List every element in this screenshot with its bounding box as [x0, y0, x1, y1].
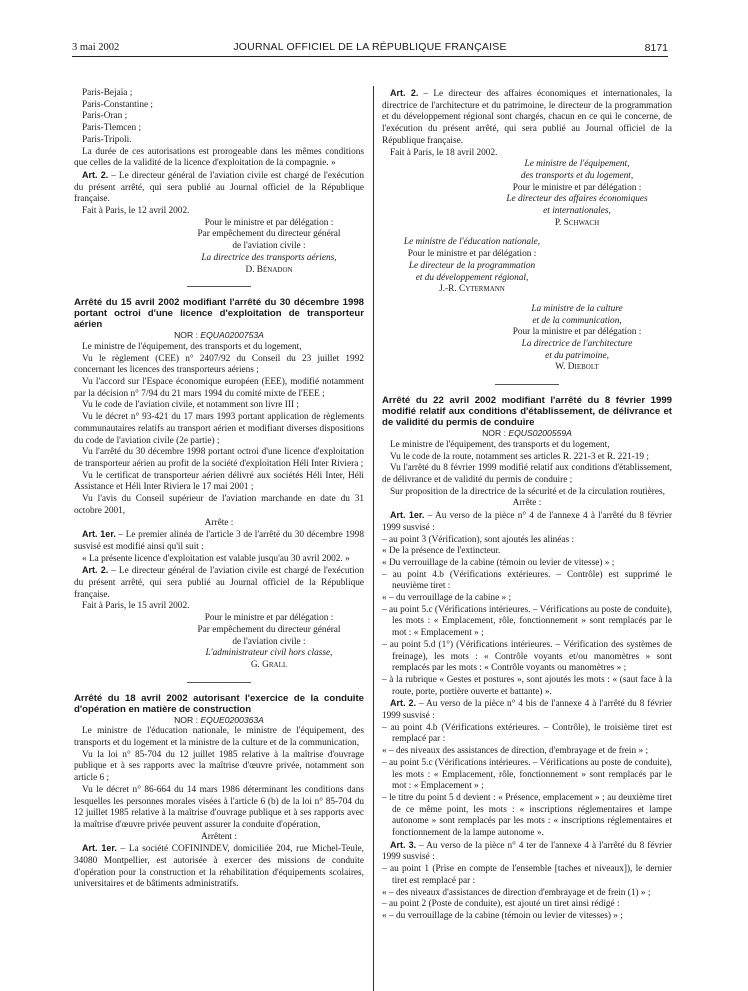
- article-2: [382, 698, 672, 722]
- list-item: – le titre du point 5 d devient : « Présence, emplacement » ; au deuxième tiret de ce même point, les mots : « inscriptions réglementaires et lampe autonome » sont remplacés par les mots : « inscriptions réglementaires et fonctionnement de la lampe autonome ».: [382, 792, 672, 839]
- list-item: – au point 4.b (Vérifications extérieures. – Contrôle), le troisième tiret est remplacé par :: [382, 722, 672, 745]
- visa: Vu le certificat de transporteur aérien délivré aux sociétés Héli Inter, Héli Assistance et Héli Inter Riviera le 17 mai 2001 ;: [74, 470, 364, 493]
- article-text: – Le directeur des affaires économiques et internationales, la directrice de l'architecture et du patrimoine, le directeur de la programmation et du développement régional sont chargés, chacun en ce qui le concerne, de l'exécution du présent arrêté, qui sera publié au Journal officiel de la République française.: [382, 89, 672, 146]
- fait-a-paris: Fait à Paris, le 12 avril 2002.: [82, 206, 190, 217]
- route-item: Paris-Tlemcen ;: [82, 123, 142, 134]
- signature-block: [382, 159, 672, 229]
- visa: Vu l'accord sur l'Espace économique européen (EEE), modifié notamment par la décision n° 7/94 du 21 mars 1994 du comité mixte de l'EEE ;: [74, 377, 364, 399]
- list-item: – au point 1 (Prise en compte de l'ensemble [taches et niveaux]), le dernier tiret est remplacé par :: [382, 864, 672, 886]
- fait-a-paris: Fait à Paris, le 15 avril 2002.: [82, 601, 190, 612]
- article-text: – Au verso de la pièce n° 4 bis de l'annexe 4 à l'arrêté du 8 février 1999 susvisé :: [382, 699, 672, 722]
- article-text: – Au verso de la pièce n° 4 de l'annexe 4 à l'arrêté du 8 février 1999 susvisé :: [382, 511, 672, 533]
- list-item: – au point 3 (Vérification), sont ajoutés les alinéas :: [382, 534, 575, 545]
- article-1: [74, 529, 364, 553]
- article-text: – Le directeur général de l'aviation civile est chargé de l'exécution du présent arrêté, qui sera publié au Journal officiel de la République française.: [74, 170, 364, 205]
- article-text: – Le premier alinéa de l'article 3 de l'arrêté du 30 décembre 1998 susvisé est modifié ainsi qu'il suit :: [74, 530, 364, 552]
- signature-title: Le ministre de l'éducation nationale,: [403, 237, 541, 248]
- article-label: Art. 1er.: [390, 510, 425, 521]
- visa: Vu la loi n° 85-704 du 12 juillet 1985 relative à la maîtrise d'ouvrage publique et à ses rapports avec la maîtrise d'œuvre privée, notamment son article 6 ;: [74, 749, 364, 784]
- list-item: – au point 5.d (1°) (Vérifications intérieures. – Vérification des systèmes de freinage), les mots : « Contrôle voyants et/ou manomètres » sont remplacés par les mots : « Contrôle voyants ou manomètres » ;: [382, 639, 672, 674]
- signature-title: Le directeur de la programmation: [408, 260, 536, 271]
- visa: Vu le décret n° 93-421 du 17 mars 1993 portant application de règlements communautaires relatifs au transport aérien et modifiant diverses dispositions du code de l'aviation civile (2e partie) ;: [74, 412, 364, 446]
- article-1: [74, 843, 364, 891]
- signatory-name: G. Grall: [250, 659, 288, 670]
- signatory-name: W. Diebolt: [555, 362, 599, 373]
- signature-line: Pour le ministre et par délégation :: [512, 182, 642, 193]
- signature-line: Pour la ministre et par délégation :: [512, 327, 642, 338]
- signature-block: [382, 237, 562, 296]
- article-3-items: [382, 864, 672, 923]
- nor-code: EQUS0200559A: [508, 428, 572, 439]
- signatory-name: P. Schwach: [554, 217, 600, 228]
- list-item: – au point 5.c (Vérifications intérieures. – Vérifications au poste de conduite), les mots : « Emplacement, rôle, fonctionnement » sont remplacés par le mot : « Emplacement » ;: [382, 604, 673, 639]
- signature-title: L'administrateur civil hors classe,: [205, 648, 333, 659]
- article-label: Art. 2.: [82, 565, 109, 576]
- article-3: [382, 840, 672, 864]
- signature-block: [382, 304, 672, 374]
- signature-line: de l'aviation civile :: [232, 241, 306, 252]
- signature-title: et du patrimoine,: [545, 350, 609, 361]
- signature-title: Le directeur des affaires économiques: [506, 194, 648, 205]
- visa: Sur proposition de la directrice de la sécurité et de la circulation routières,: [390, 486, 665, 497]
- signature-title: des transports et du logement,: [520, 170, 634, 181]
- article-label: Art. 1er.: [82, 529, 116, 540]
- decree-title: Arrêté du 15 avril 2002 modifiant l'arrêté du 30 décembre 1998 portant octroi d'une licence d'exploitation de transporteur aérien: [74, 297, 364, 331]
- signature-line: Par empêchement du directeur général: [197, 229, 341, 240]
- signature-line: Pour le ministre et par délégation :: [204, 217, 334, 228]
- signature-title: et du développement régional,: [415, 272, 529, 283]
- list-item: – au point 5.c (Vérifications intérieures. – Vérifications au poste de conduite), les mots : « Emplacement, rôle, fonctionnement » sont remplacés par le mot : « Emplacement » ;: [382, 757, 673, 792]
- arrete-heading: Arrête :: [204, 517, 234, 528]
- signature-title: et de la communication,: [532, 315, 622, 326]
- column-divider: [373, 86, 374, 991]
- nor-label: NOR :: [174, 714, 198, 725]
- list-item: « – des niveaux d'assistances de direction d'embrayage et de frein (1) » ;: [382, 887, 651, 898]
- visa: Vu l'arrêté du 30 décembre 1998 portant octroi d'une licence d'exploitation de transporteur aérien au profit de la société d'exploitation Héli Inter Riviera ;: [74, 447, 364, 469]
- article-1: [382, 510, 672, 534]
- journal-title: JOURNAL OFFICIEL DE LA RÉPUBLIQUE FRANÇAISE: [233, 41, 507, 53]
- signature-title: La directrice des transports aériens,: [201, 252, 337, 263]
- list-item: « – des niveaux des assistances de direction, d'embrayage et de frein » ;: [382, 746, 649, 757]
- separator-rule: [187, 286, 251, 287]
- signature-title: Le ministre de l'équipement,: [524, 159, 630, 170]
- signatory-name: J.-R. Cytermann: [439, 284, 505, 295]
- article-2: [382, 88, 672, 148]
- article-2-items: [382, 723, 672, 840]
- article-1-items: [382, 535, 672, 699]
- signature-line: Pour le ministre et par délégation :: [204, 613, 334, 624]
- nor-reference: [382, 428, 672, 440]
- route-item: Paris-Bejaïa ;: [82, 88, 133, 98]
- nor-code: EQUE0200363A: [200, 714, 264, 725]
- visa: Vu le code de l'aviation civile, et notamment son livre III ;: [82, 400, 299, 411]
- article-label: Art. 2.: [82, 169, 109, 180]
- decree-title: Arrêté du 18 avril 2002 autorisant l'exercice de la conduite d'opération en matière de construction: [74, 692, 364, 715]
- signature-title: La ministre de la culture: [531, 303, 623, 314]
- arretent-heading: Arrêtent :: [201, 831, 237, 842]
- right-column: [382, 88, 672, 923]
- article-2: [74, 565, 364, 601]
- signature-block: [74, 218, 364, 277]
- list-item: – au point 4.b (Vérifications extérieures. – Contrôle) est supprimé le neuvième tiret :: [382, 569, 672, 592]
- nor-label: NOR :: [482, 428, 506, 439]
- visa: Vu le code de la route, notamment ses articles R. 221-3 et R. 221-19 ;: [390, 451, 649, 462]
- nor-label: NOR :: [174, 330, 198, 341]
- visa: Vu l'avis du Conseil supérieur de l'aviation marchande en date du 31 octobre 2001,: [74, 494, 364, 516]
- signature-line: Pour le ministre et par délégation :: [407, 249, 537, 260]
- route-item: Paris-Tripoli.: [82, 134, 132, 145]
- duration-paragraph: La durée de ces autorisations est prorogeable dans les mêmes conditions que celles de la validité de la licence d'exploitation de la compagnie. »: [74, 146, 364, 169]
- decree-title: Arrêté du 22 avril 2002 modifiant l'arrêté du 8 février 1999 modifié relatif aux conditions d'établissement, de délivrance et de validité du permis de conduire: [382, 395, 672, 429]
- list-item: « Du verrouillage de la cabine (témoin ou levier de vitesse) » ;: [382, 557, 615, 568]
- nor-reference: [74, 715, 364, 727]
- article-quote: « La présente licence d'exploitation est valable jusqu'au 30 avril 2002. »: [82, 553, 350, 564]
- article-2: [74, 170, 364, 206]
- separator-rule: [495, 384, 559, 385]
- visa: Le ministre de l'équipement, des transports et du logement,: [82, 341, 302, 352]
- visa: Vu le décret n° 86-664 du 14 mars 1986 déterminant les conditions dans lesquelles les personnes morales visées à l'article 6 (b) de la loi n° 85-704 du 12 juillet 1985 relative à la maîtrise d'ouvrage publique et à ses rapports avec la maîtrise d'œuvre privée peuvent assurer la conduite d'opération,: [74, 784, 364, 830]
- left-column: [74, 88, 364, 891]
- list-item: – au point 2 (Poste de conduite), est ajouté un tiret ainsi rédigé :: [382, 899, 620, 910]
- visa: Vu le règlement (CEE) n° 2407/92 du Conseil du 23 juillet 1992 concernant les licences des transporteurs aériens ;: [74, 353, 364, 376]
- list-item: « – du verrouillage de la cabine » ;: [382, 593, 512, 604]
- signature-title: et internationales,: [543, 206, 611, 217]
- fait-a-paris: Fait à Paris, le 18 avril 2002.: [390, 147, 498, 158]
- signature-title: La directrice de l'architecture: [521, 339, 633, 350]
- article-text: – La société COFININDEV, domiciliée 204, rue Michel-Teule, 34080 Montpellier, est autorisée à exercer des missions de conduite d'opération pour la construction et la réhabilitation d'équipements scolaires, universitaires et de bâtiments administratifs.: [74, 844, 364, 890]
- visa: Vu l'arrêté du 8 février 1999 modifié relatif aux conditions d'établissement, de délivrance et de validité du permis de conduire ;: [382, 463, 672, 485]
- article-text: – Le directeur général de l'aviation civile est chargé de l'exécution du présent arrêté, qui sera publié au Journal officiel de la République française.: [74, 566, 364, 600]
- separator-rule: [187, 682, 251, 683]
- article-label: Art. 3.: [390, 839, 417, 850]
- issue-date: 3 mai 2002: [72, 42, 120, 53]
- visa: Le ministre de l'éducation nationale, le ministre de l'équipement, des transports et du logement et la ministre de la culture et de la communication,: [74, 726, 364, 749]
- signature-line: Par empêchement du directeur général: [197, 624, 341, 635]
- article-label: Art. 1er.: [82, 843, 117, 854]
- route-item: Paris-Oran ;: [82, 111, 128, 122]
- list-item: – à la rubrique « Gestes et postures », sont ajoutés les mots : « (saut face à la route, porte, portière ouverte et battante) ».: [382, 674, 672, 697]
- route-item: Paris-Constantine ;: [82, 99, 154, 110]
- arrete-heading: Arrête :: [512, 498, 542, 509]
- article-text: – Au verso de la pièce n° 4 ter de l'annexe 4 à l'arrêté du 8 février 1999 susvisé :: [382, 840, 673, 863]
- list-item: « De la présence de l'extincteur.: [382, 546, 501, 557]
- nor-code: EQUA0200753A: [200, 330, 264, 341]
- page-header: [72, 40, 668, 57]
- route-list: [74, 88, 364, 147]
- page-number: 8171: [644, 42, 668, 54]
- signature-block: [74, 613, 364, 672]
- article-label: Art. 2.: [390, 88, 419, 98]
- visa: Le ministre de l'équipement, des transports et du logement,: [390, 439, 610, 450]
- nor-reference: [74, 330, 364, 342]
- list-item: « – du verrouillage de la cabine (témoin ou levier de vitesses) » ;: [382, 911, 623, 921]
- signatory-name: D. Bénadon: [245, 264, 293, 275]
- signature-line: de l'aviation civile :: [232, 636, 306, 647]
- article-label: Art. 2.: [390, 698, 417, 709]
